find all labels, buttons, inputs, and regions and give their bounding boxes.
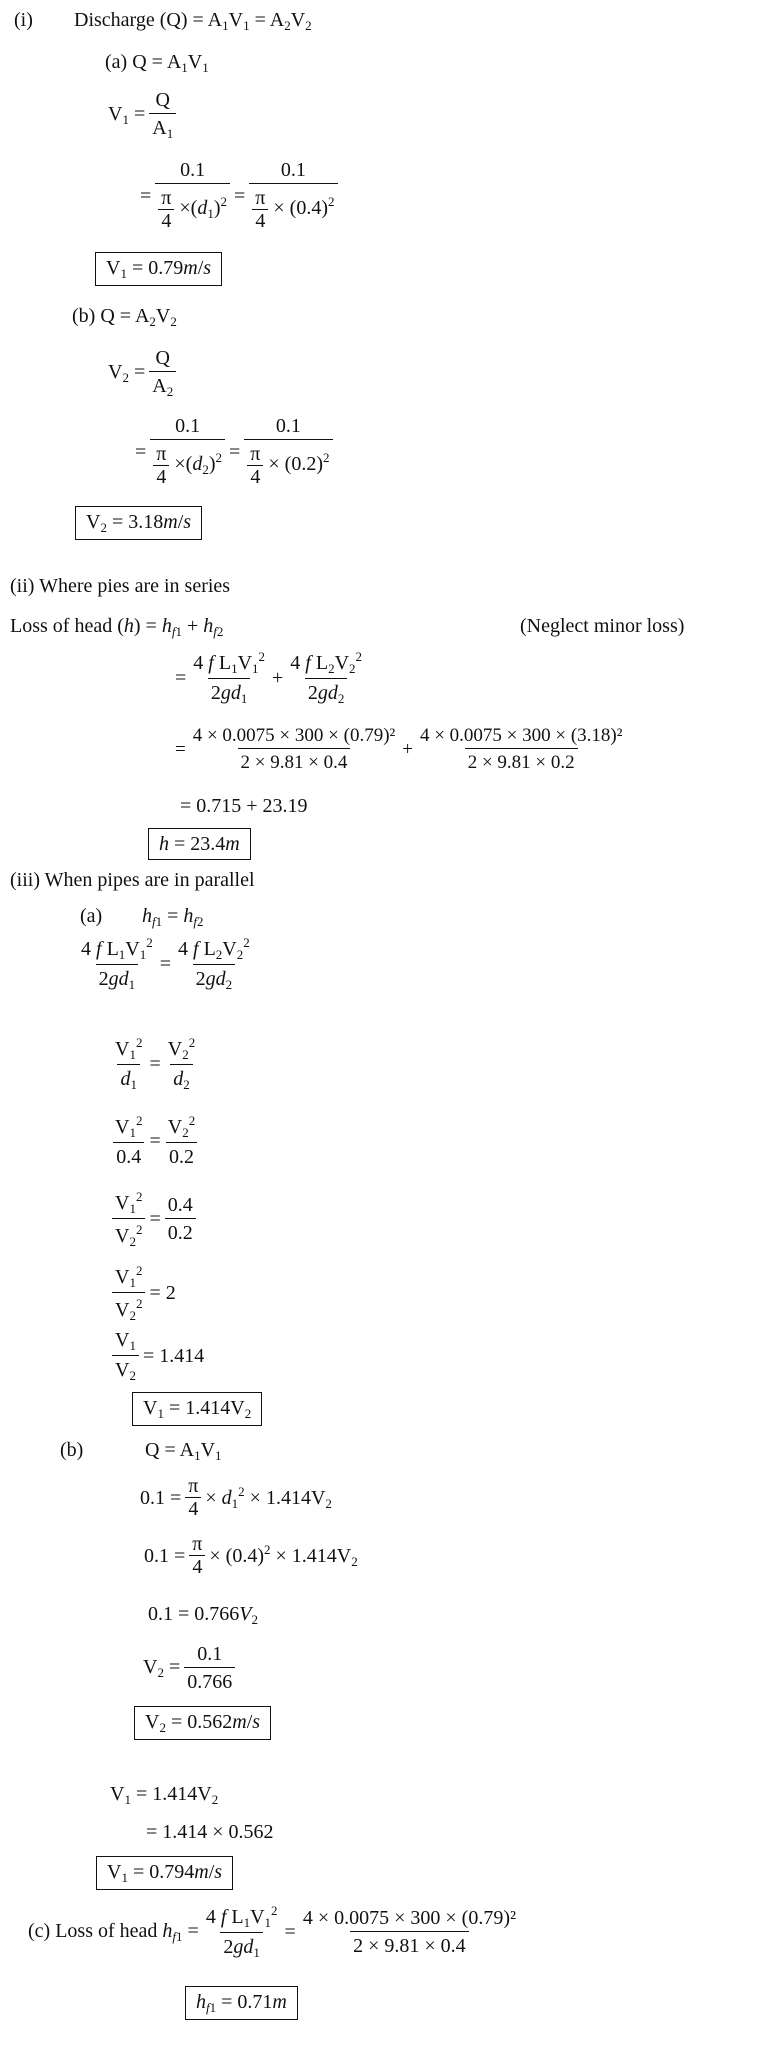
part-i-number: (i): [14, 9, 33, 31]
hf1-result-box: $h_{f1} = 0.71m$: [185, 1986, 298, 2020]
v1-from-ratio: $V_1 = 1.414V_2$: [110, 1783, 219, 1807]
velocity-ratio-squared: $\frac{V_1^2}{V_2^2}$ = $\frac{0.4}{0.2}$: [108, 1190, 200, 1248]
parallel-formula: $\frac{4 f L_1V_1^2}{2gd_1}$ = $\frac{4 f L_2V_2^2}{2gd_2}$: [81, 935, 250, 992]
b-eq-d1: 0.1 = $\frac{\pi}{4}$ × $d_1^2 \times 1.414V_2$: [140, 1475, 332, 1520]
v1-formula: $V_1$ = $\frac{Q}{A_1}$: [108, 90, 180, 140]
loss-of-head-line: Loss of head $(h) = h_{f1} + h_{f2}$: [10, 615, 224, 639]
v2-substitution: = 0.1 $\frac{\pi}{4}$ $\times(d_2)^2$ = 0.1 $\frac{\pi}{4}$ × $(0.2)^2$: [135, 416, 337, 487]
loss-of-head-parallel: (c) Loss of head $h_{f1}$ = $\frac{4 f L_1V_1^2}{2gd_1}$ = $\frac{\text{4 × 0.0075 × 300 × (0.79)²}}{2 \times 9.81 \times 0.4}$: [28, 1903, 516, 1960]
v2-result-box: $V_2 = 3.18m/s$: [75, 506, 202, 540]
neglect-minor-loss-note: (Neglect minor loss): [520, 615, 685, 637]
v2-division: $V_2$ = $\frac{0.1}{0.766}$: [143, 1644, 239, 1692]
series-sum: = 0.715 + 23.19: [180, 795, 308, 817]
part-iii-a-label: (a): [80, 905, 103, 927]
series-substitution: = $\frac{\text{4 × 0.0075 × 300 × (0.79)²}}{2 \times 9.81 \times 0.4}$ + $\frac{\text{4 × 0.0075 × 300 × (3.18)²}}{2 \times 9.81 \times 0.2}$: [175, 725, 623, 773]
v-over-d: $\frac{V_1^2}{d_1}$ = $\frac{V_2^2}{d_2}$: [115, 1035, 196, 1092]
v-over-d-values: $\frac{V_1^2}{0.4}$ = $\frac{V_2^2}{0.2}$: [115, 1113, 196, 1168]
h-result-box: h = 23.4m: [148, 828, 251, 860]
v1-substitution: = 0.1 $\frac{\pi}{4}$ $\times(d_1)^2$ = 0.1 $\frac{\pi}{4}$ × $(0.4)^2$: [140, 160, 342, 231]
v1-multiplication: = 1.414 × 0.562: [146, 1821, 274, 1843]
part-iii-b-label: (b): [60, 1439, 84, 1461]
v1-ratio-result-box: $V_1 = 1.414V_2$: [132, 1392, 262, 1426]
v1-result-box: $V_1 = 0.79m/s$: [95, 252, 222, 286]
v1-parallel-result-box: $V_1 = 0.794m/s$: [96, 1856, 233, 1890]
part-i-b-label: (b) $Q = A_2V_2$: [72, 305, 177, 329]
velocity-ratio: $\frac{V_1}{V_2}$ = 1.414: [108, 1330, 204, 1382]
hf-equal: $h_{f1} = h_{f2}$: [142, 905, 204, 929]
discharge-line: Discharge $(Q) = A_1V_1 = A_2V_2$: [74, 9, 312, 33]
v2-parallel-result-box: $V_2 = 0.562m/s$: [134, 1706, 271, 1740]
b-eq-simplified: $0.1 = 0.766V_2$: [148, 1603, 258, 1627]
part-i-a-label: (a) $Q = A_1V_1$: [105, 51, 209, 75]
part-iii-heading: (iii) When pipes are in parallel: [10, 869, 255, 891]
velocity-ratio-two: $\frac{V_1^2}{V_2^2}$ = 2: [108, 1264, 176, 1322]
part-ii-heading: (ii) Where pies are in series: [10, 575, 231, 597]
v2-formula: $V_2$ = $\frac{Q}{A_2}$: [108, 348, 180, 398]
b-discharge: $Q = A_1V_1$: [145, 1439, 222, 1463]
b-eq-values: 0.1 = $\frac{\pi}{4}$ × $(0.4)^2 \times 1.414V_2$: [144, 1533, 358, 1578]
series-formula: = $\frac{4 f L_1V_1^2}{2gd_1}$ + $\frac{4 f L_2V_2^2}{2gd_2}$: [175, 649, 363, 706]
